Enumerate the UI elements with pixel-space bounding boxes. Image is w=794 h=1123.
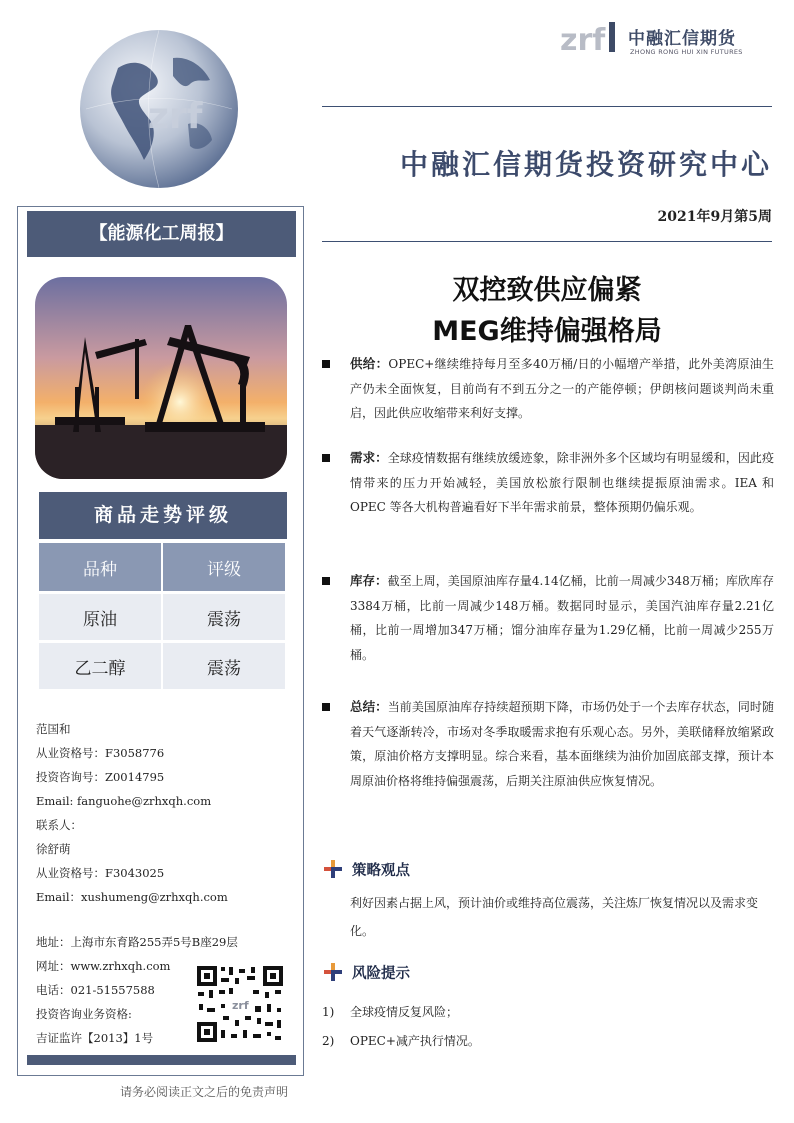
- rating-cell-rating: 震荡: [163, 641, 287, 689]
- bullet-square-icon: [322, 703, 330, 711]
- risk-section-header: [322, 961, 772, 989]
- bullet-demand: [322, 446, 774, 520]
- rating-cell-variety: 原油: [39, 592, 163, 640]
- bullet-text: 当前美国原油库存持续超预期下降，市场仍处于一个去库存状态，同时随着天气逐渐转冷，市场对冬季取暖需求抱有乐观心态。另外，美联储释放缩紧政策，原油价格方支撑明显。综合来看，基本面继续为油价加固底部支撑，预计本周原油价格将维持偏强震荡，后期关注原油供应恢复情况。: [350, 700, 774, 788]
- sidebar: [17, 206, 304, 1076]
- contact-line: 徐舒萌: [36, 842, 71, 856]
- disclaimer-notice: 请务必阅读正文之后的免责声明: [120, 1085, 289, 1099]
- brand-mark-icon: [560, 20, 626, 54]
- research-center-title: 中融汇信期货投资研究中心: [399, 148, 772, 181]
- svg-text:zrf: zrf: [560, 23, 606, 54]
- list-item: [322, 1032, 480, 1049]
- rating-title: 商品走势评级: [39, 492, 287, 539]
- contact-line: 从业资格号：F3058776: [36, 746, 165, 760]
- oil-pump-image: [35, 277, 287, 479]
- contact-line: 联系人：: [36, 818, 82, 832]
- report-type-banner: 【能源化工周报】: [27, 211, 296, 257]
- bullet-label: 总结：: [350, 699, 388, 714]
- rating-table-header: [39, 543, 287, 592]
- brand-name-en: ZHONG RONG HUI XIN FUTURES: [630, 48, 743, 56]
- bullet-text: 截至上周，美国原油库存量4.14亿桶，比前一周减少348万桶；库欣库存3384万桶，比前一周减少148万桶。数据同时显示，美国汽油库存量2.21亿桶，比前一周增加347万桶；馏分油库存量为1.29亿桶，比前一周减少255万桶。: [350, 574, 774, 662]
- date-divider: [322, 241, 772, 242]
- rating-cell-variety: 乙二醇: [39, 641, 163, 689]
- analyst-contact: [36, 717, 296, 909]
- contact-line: 范国和: [36, 722, 71, 736]
- headline-line-1: 双控致供应偏紧: [452, 275, 642, 306]
- headline-line-2: MEG维持偏强格局: [432, 316, 662, 347]
- brand-logo: [560, 18, 760, 64]
- qr-code-icon: [195, 964, 285, 1044]
- table-row: [39, 592, 287, 641]
- sidebar-footer-bar: [27, 1055, 296, 1065]
- risk-item-text: 全球疫情反复风险；: [350, 1005, 459, 1019]
- company-license-label: 投资咨询业务资格:: [36, 1007, 132, 1021]
- svg-text:zrf: zrf: [232, 999, 249, 1012]
- bullet-summary: [322, 695, 774, 793]
- brand-name: 中融汇信期货: [628, 29, 736, 49]
- company-address: 地址：上海市东育路255弄5号B座29层: [36, 935, 238, 949]
- contact-email-link[interactable]: Email：xushumeng@zrhxqh.com: [36, 890, 228, 904]
- risk-item-number: 2): [322, 1034, 335, 1048]
- bullet-text: 全球疫情数据有继续放缓迹象，除非洲外多个区域均有明显缓和，因此疫情带来的压力开始减轻，美国放松旅行限制也继续提振原油需求。IEA 和 OPEC 等各大机构普遍看好下半年需求前景，整体预期仍偏乐观。: [350, 451, 774, 514]
- contact-email-link[interactable]: Email: fanguohe@zrhxqh.com: [36, 794, 212, 808]
- bullet-square-icon: [322, 360, 330, 368]
- list-item: [322, 1003, 458, 1020]
- bullet-label: 库存：: [350, 573, 388, 588]
- report-date: 2021年9月第5周: [657, 209, 772, 225]
- bullet-text: OPEC+继续维持每月至多40万桶/日的小幅增产举措，此外美湾原油生产仍未全面恢复，目前尚有不到五分之一的产能停顿；伊朗核问题谈判尚未重启，因此供应收缩带来利好支撑。: [350, 357, 774, 420]
- cross-marker-icon: [324, 963, 342, 981]
- table-row: [39, 641, 287, 690]
- cross-marker-icon: [324, 860, 342, 878]
- globe-logo-text: zrf: [148, 96, 203, 137]
- rating-cell-rating: 震荡: [163, 592, 287, 640]
- strategy-section-header: [322, 858, 772, 886]
- risk-item-text: OPEC+减产执行情况。: [350, 1034, 480, 1048]
- bullet-square-icon: [322, 577, 330, 585]
- company-phone: 电话：021-51557588: [36, 983, 155, 997]
- header-divider: [322, 106, 772, 107]
- company-website-link[interactable]: 网址：www.zrhxqh.com: [36, 959, 171, 973]
- company-license-number: 吉证监许【2013】1号: [36, 1031, 154, 1045]
- risk-title: 风险提示: [352, 966, 410, 982]
- bullet-label: 供给：: [350, 356, 389, 371]
- bullet-square-icon: [322, 454, 330, 462]
- risk-item-number: 1): [322, 1005, 335, 1019]
- strategy-title: 策略观点: [352, 863, 410, 879]
- contact-line: 投资咨询号：Z0014795: [36, 770, 165, 784]
- bullet-supply: [322, 352, 774, 426]
- rating-header-rating: 评级: [163, 543, 287, 591]
- bullet-inventory: [322, 569, 774, 667]
- globe-logo: [78, 28, 240, 190]
- contact-line: 从业资格号：F3043025: [36, 866, 165, 880]
- bullet-label: 需求：: [350, 450, 388, 465]
- rating-table: [39, 543, 287, 690]
- rating-header-variety: 品种: [39, 543, 163, 591]
- strategy-text: 利好因素占据上风，预计油价或维持高位震荡，关注炼厂恢复情况以及需求变化。: [350, 896, 759, 938]
